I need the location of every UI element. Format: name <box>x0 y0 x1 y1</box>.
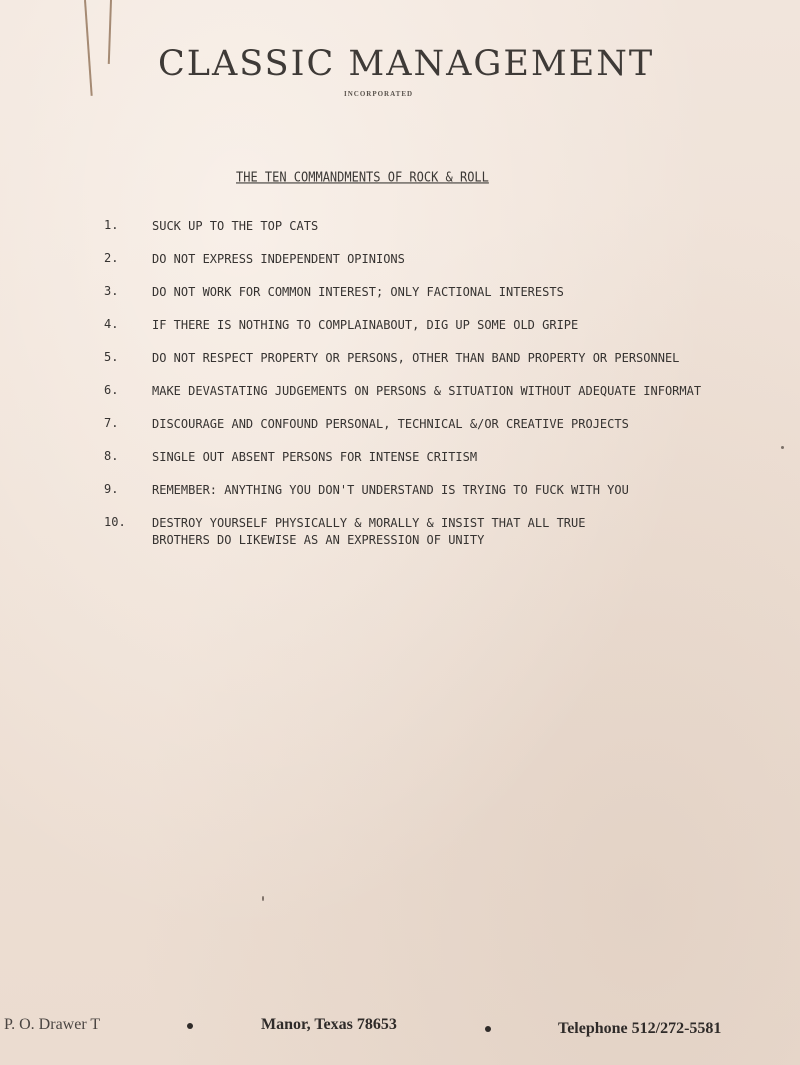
list-item <box>104 515 794 555</box>
ink-speck <box>781 446 784 449</box>
list-item <box>104 317 794 350</box>
item-text: REMEMBER: ANYTHING YOU DON'T UNDERSTAND IS TRYING TO FUCK WITH YOU <box>152 483 629 497</box>
item-number: 7. <box>104 416 119 430</box>
list-item <box>104 416 794 449</box>
item-text: DO NOT WORK FOR COMMON INTEREST; ONLY FACTIONAL INTERESTS <box>152 285 564 299</box>
paper-crease <box>108 0 112 64</box>
item-number: 6. <box>104 383 119 397</box>
item-text: SINGLE OUT ABSENT PERSONS FOR INTENSE CRITISM <box>152 450 478 464</box>
commandments-list <box>104 218 794 555</box>
paper-crease <box>84 0 93 96</box>
item-text: IF THERE IS NOTHING TO COMPLAINABOUT, DIG UP SOME OLD GRIPE <box>152 318 579 332</box>
bullet-separator <box>187 1023 193 1029</box>
item-text: DO NOT EXPRESS INDEPENDENT OPINIONS <box>152 252 405 266</box>
item-number: 2. <box>104 251 119 265</box>
footer-address: P. O. Drawer T <box>4 1016 101 1033</box>
item-text: DO NOT RESPECT PROPERTY OR PERSONS, OTHER THAN BAND PROPERTY OR PERSONNEL <box>152 351 680 365</box>
document-title: THE TEN COMMANDMENTS OF ROCK & ROLL <box>236 169 489 185</box>
footer-telephone: Telephone 512/272-5581 <box>558 1020 722 1037</box>
list-item <box>104 350 794 383</box>
item-number: 10. <box>104 515 126 529</box>
footer-city: Manor, Texas 78653 <box>261 1016 397 1033</box>
item-text: MAKE DEVASTATING JUDGEMENTS ON PERSONS & SITUATION WITHOUT ADEQUATE INFORMAT <box>152 384 702 398</box>
ink-speck <box>262 896 264 901</box>
letterhead-footer <box>0 1016 800 1046</box>
item-number: 9. <box>104 482 119 496</box>
item-number: 8. <box>104 449 119 463</box>
item-number: 4. <box>104 317 119 331</box>
list-item <box>104 449 794 482</box>
item-number: 3. <box>104 284 119 298</box>
list-item <box>104 218 794 251</box>
item-text: SUCK UP TO THE TOP CATS <box>152 219 319 233</box>
bullet-separator <box>485 1026 491 1032</box>
list-item <box>104 284 794 317</box>
item-text: DESTROY YOURSELF PHYSICALLY & MORALLY & INSIST THAT ALL TRUE BROTHERS DO LIKEWISE AS AN EXPRESSION OF UNITY <box>152 516 586 547</box>
company-subtitle: INCORPORATED <box>344 90 414 98</box>
item-number: 5. <box>104 350 119 364</box>
list-item <box>104 482 794 515</box>
item-text: DISCOURAGE AND CONFOUND PERSONAL, TECHNICAL &/OR CREATIVE PROJECTS <box>152 417 629 431</box>
item-number: 1. <box>104 218 119 232</box>
company-name: CLASSIC MANAGEMENT <box>158 44 655 84</box>
list-item <box>104 383 794 416</box>
list-item <box>104 251 794 284</box>
